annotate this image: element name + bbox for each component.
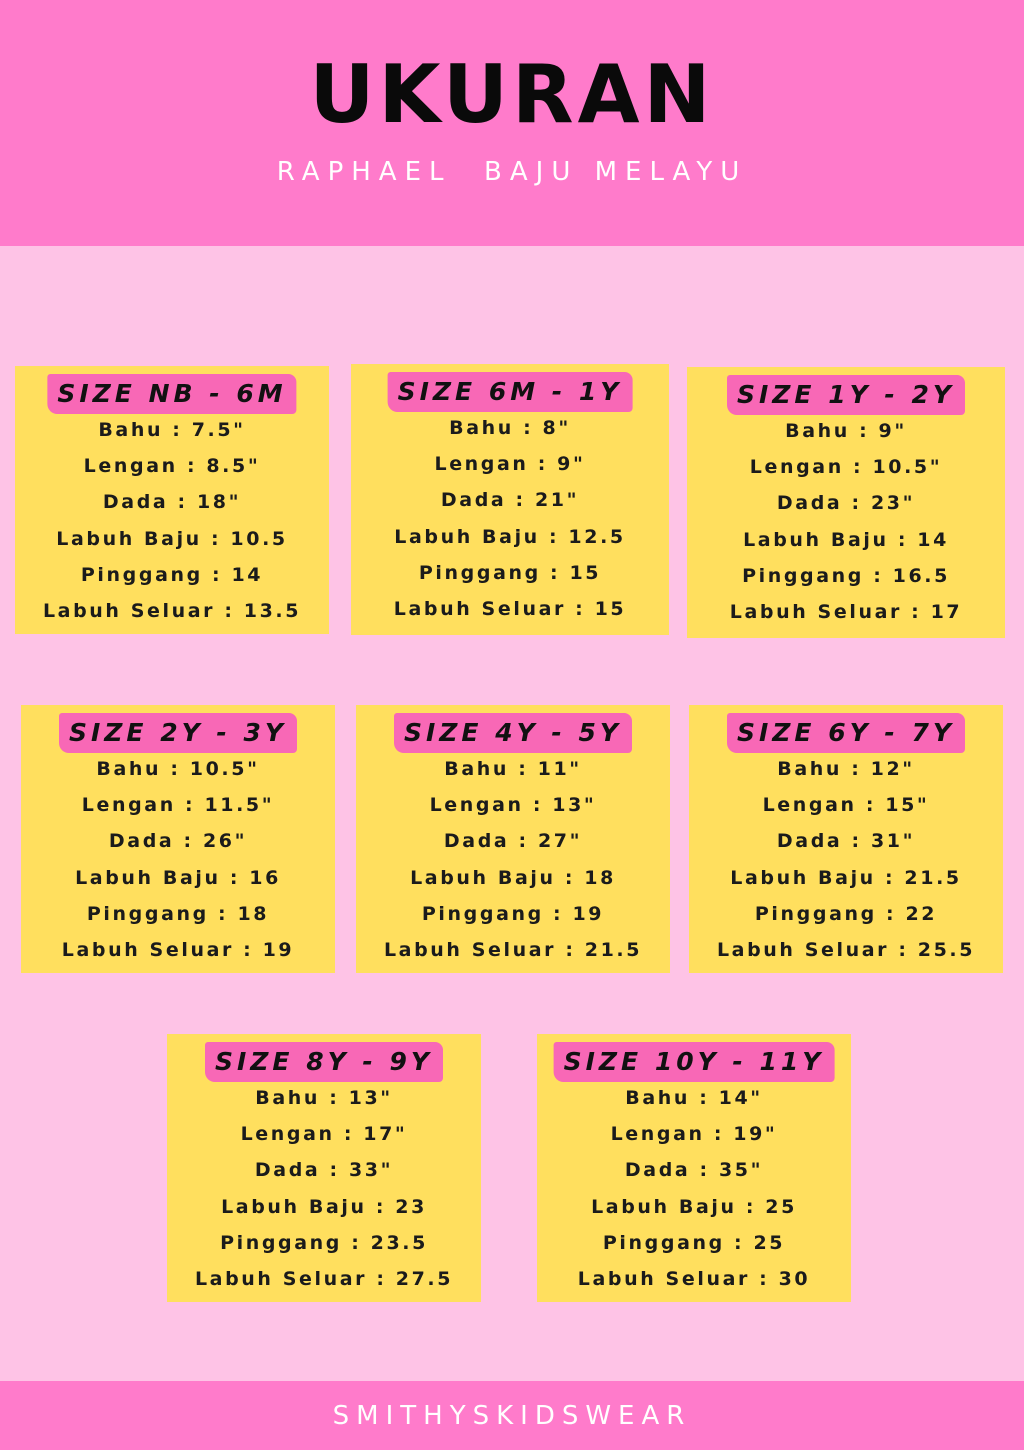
spec-lengan: Lengan : 10.5"	[749, 456, 943, 479]
spec-labuh-seluar: Labuh Seluar : 21.5	[383, 938, 643, 961]
size-label: SIZE 8Y - 9Y	[205, 1042, 443, 1082]
spec-list	[351, 414, 669, 631]
spec-labuh-seluar: Labuh Seluar : 17	[729, 600, 963, 623]
spec-bahu: Bahu : 13"	[255, 1087, 393, 1109]
spec-lengan: Lengan : 13"	[429, 794, 597, 817]
spec-labuh-baju: Labuh Baju : 12.5	[394, 525, 626, 548]
spec-lengan: Lengan : 19"	[610, 1123, 778, 1146]
spec-labuh-seluar: Labuh Seluar : 27.5	[194, 1267, 454, 1290]
spec-list	[15, 416, 329, 633]
spec-labuh-baju: Labuh Baju : 21.5	[730, 866, 962, 889]
spec-pinggang: Pinggang : 23.5	[220, 1231, 428, 1254]
page-title: UKURAN	[309, 48, 715, 141]
spec-labuh-seluar: Labuh Seluar : 25.5	[716, 938, 976, 961]
spec-bahu: Bahu : 11"	[444, 758, 582, 780]
spec-dada: Dada : 31"	[776, 830, 916, 853]
size-card-nb-6m	[15, 366, 329, 634]
spec-pinggang: Pinggang : 15	[418, 561, 602, 584]
footer-banner	[0, 1381, 1024, 1450]
spec-list	[689, 755, 1003, 972]
size-label: SIZE 6Y - 7Y	[727, 713, 965, 753]
spec-bahu: Bahu : 8"	[449, 417, 571, 439]
spec-lengan: Lengan : 15"	[762, 794, 930, 817]
header-banner	[0, 0, 1024, 246]
spec-list	[687, 417, 1005, 634]
spec-list	[167, 1084, 481, 1301]
spec-labuh-seluar: Labuh Seluar : 30	[577, 1267, 811, 1290]
spec-pinggang: Pinggang : 22	[754, 902, 938, 925]
spec-labuh-baju: Labuh Baju : 25	[591, 1195, 797, 1218]
spec-labuh-baju: Labuh Baju : 16	[75, 866, 281, 889]
spec-labuh-baju: Labuh Baju : 14	[743, 528, 949, 551]
spec-pinggang: Pinggang : 16.5	[742, 564, 950, 587]
size-label: SIZE 4Y - 5Y	[394, 713, 632, 753]
spec-lengan: Lengan : 8.5"	[83, 455, 261, 478]
spec-bahu: Bahu : 12"	[777, 758, 915, 780]
spec-labuh-baju: Labuh Baju : 10.5	[56, 527, 288, 550]
spec-list	[21, 755, 335, 972]
spec-dada: Dada : 23"	[776, 492, 916, 515]
spec-pinggang: Pinggang : 14	[80, 563, 264, 586]
spec-labuh-baju: Labuh Baju : 23	[221, 1195, 427, 1218]
spec-lengan: Lengan : 9"	[434, 453, 586, 476]
spec-dada: Dada : 27"	[443, 830, 583, 853]
size-card-2y-3y	[21, 705, 335, 973]
size-card-6y-7y	[689, 705, 1003, 973]
size-card-6m-1y	[351, 364, 669, 635]
brand-name: SMITHYSKIDSWEAR	[332, 1401, 692, 1431]
spec-dada: Dada : 33"	[254, 1159, 394, 1182]
spec-bahu: Bahu : 14"	[625, 1087, 763, 1109]
spec-lengan: Lengan : 17"	[240, 1123, 408, 1146]
spec-labuh-seluar: Labuh Seluar : 19	[61, 938, 295, 961]
size-card-1y-2y	[687, 367, 1005, 638]
size-label: SIZE 6M - 1Y	[388, 372, 633, 412]
size-card-8y-9y	[167, 1034, 481, 1302]
spec-bahu: Bahu : 7.5"	[98, 419, 246, 441]
page-subtitle: RAPHAEL BAJU MELAYU	[276, 157, 748, 187]
spec-labuh-seluar: Labuh Seluar : 13.5	[42, 599, 302, 622]
spec-pinggang: Pinggang : 18	[86, 902, 270, 925]
spec-bahu: Bahu : 9"	[785, 420, 907, 442]
size-label: SIZE 10Y - 11Y	[554, 1042, 835, 1082]
spec-dada: Dada : 21"	[440, 489, 580, 512]
size-label: SIZE 1Y - 2Y	[727, 375, 965, 415]
spec-dada: Dada : 18"	[102, 491, 242, 514]
spec-pinggang: Pinggang : 25	[602, 1231, 786, 1254]
spec-pinggang: Pinggang : 19	[421, 902, 605, 925]
spec-bahu: Bahu : 10.5"	[96, 758, 260, 780]
size-label: SIZE 2Y - 3Y	[59, 713, 297, 753]
spec-dada: Dada : 26"	[108, 830, 248, 853]
size-card-10y-11y	[537, 1034, 851, 1302]
spec-list	[356, 755, 670, 972]
spec-dada: Dada : 35"	[624, 1159, 764, 1182]
spec-labuh-baju: Labuh Baju : 18	[410, 866, 616, 889]
spec-labuh-seluar: Labuh Seluar : 15	[393, 597, 627, 620]
size-card-4y-5y	[356, 705, 670, 973]
spec-lengan: Lengan : 11.5"	[81, 794, 275, 817]
spec-list	[537, 1084, 851, 1301]
size-label: SIZE NB - 6M	[47, 374, 296, 414]
